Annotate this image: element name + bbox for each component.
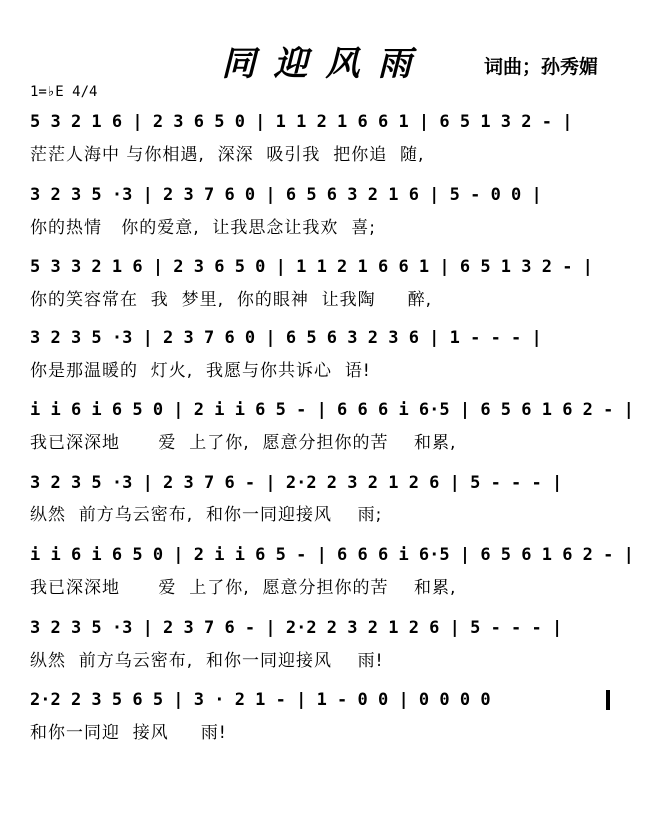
key-signature: 1=♭E 4/4 bbox=[30, 84, 98, 100]
lyrics-row-6: 纵然 前方乌云密布, 和你一同迎接风 雨; bbox=[30, 505, 383, 525]
lyrics-row-2: 你的热情 你的爱意, 让我思念让我欢 喜; bbox=[30, 218, 376, 238]
lyrics-row-7: 我已深深地 爱 上了你, 愿意分担你的苦 和累, bbox=[30, 578, 457, 598]
notes-row-8: 3 2 3 5 ·3 | 2 3 7 6 - | 2·2 2 3 2 1 2 6 | 5 - - - | bbox=[30, 618, 563, 638]
lyrics-row-4: 你是那温暖的 灯火, 我愿与你共诉心 语! bbox=[30, 361, 371, 381]
notes-row-7: i i 6 i 6 5 0 | 2 i i 6 5 - | 6 6 6 i 6·5 | 6 5 6 1 6 2 - | bbox=[30, 545, 634, 565]
notes-row-9: 2·2 2 3 5 6 5 | 3 · 2 1 - | 1 - 0 0 | 0 0 0 0 bbox=[30, 690, 501, 710]
lyricist-composer-credit: 词曲；孙秀媚 bbox=[484, 56, 599, 78]
notes-row-2: 3 2 3 5 ·3 | 2 3 7 6 0 | 6 5 6 3 2 1 6 | 5 - 0 0 | bbox=[30, 185, 542, 205]
notes-row-6: 3 2 3 5 ·3 | 2 3 7 6 - | 2·2 2 3 2 1 2 6 | 5 - - - | bbox=[30, 473, 563, 493]
final-barline bbox=[606, 690, 610, 710]
song-title: 同迎风雨 bbox=[221, 44, 430, 84]
lyrics-row-1: 茫茫人海中 与你相遇, 深深 吸引我 把你追 随, bbox=[30, 145, 425, 165]
lyrics-row-8: 纵然 前方乌云密布, 和你一同迎接风 雨! bbox=[30, 651, 384, 671]
notes-row-5: i i 6 i 6 5 0 | 2 i i 6 5 - | 6 6 6 i 6·5 | 6 5 6 1 6 2 - | bbox=[30, 400, 634, 420]
lyrics-row-3: 你的笑容常在 我 梦里, 你的眼神 让我陶 醉, bbox=[30, 290, 433, 310]
notes-row-4: 3 2 3 5 ·3 | 2 3 7 6 0 | 6 5 6 3 2 3 6 | 1 - - - | bbox=[30, 328, 542, 348]
notes-row-1: 5 3 2 1 6 | 2 3 6 5 0 | 1 1 2 1 6 6 1 | 6 5 1 3 2 - | bbox=[30, 112, 573, 132]
notes-row-3: 5 3 3 2 1 6 | 2 3 6 5 0 | 1 1 2 1 6 6 1 | 6 5 1 3 2 - | bbox=[30, 257, 593, 277]
lyrics-row-9: 和你一同迎 接风 雨! bbox=[30, 723, 227, 743]
lyrics-row-5: 我已深深地 爱 上了你, 愿意分担你的苦 和累, bbox=[30, 433, 457, 453]
